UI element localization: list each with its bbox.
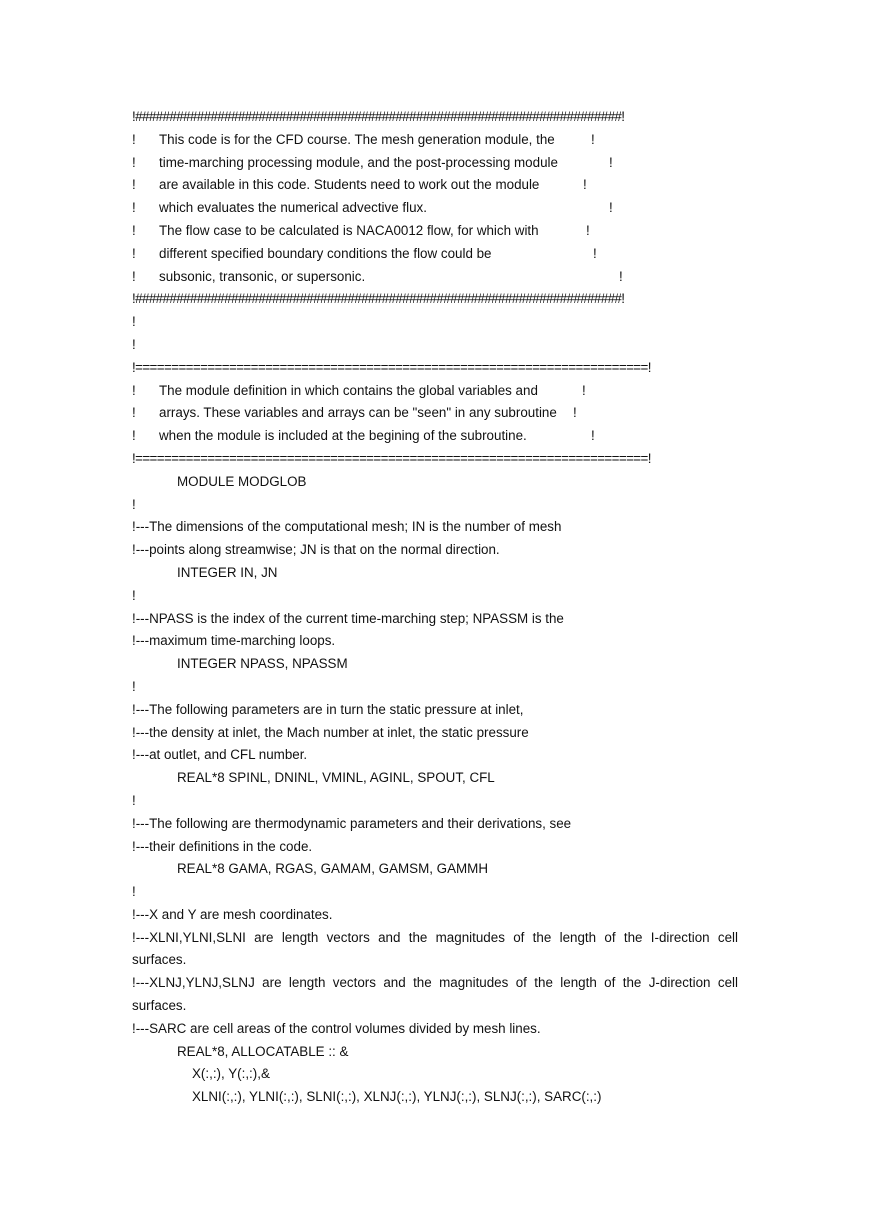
comment-line-justified: !---XLNJ,YLNJ,SLNJ are length vectors and the magnitudes of the length of the J-direction cell xyxy=(132,975,738,991)
comment-end-bang: ! xyxy=(573,405,577,421)
declaration-line: REAL*8, ALLOCATABLE :: & xyxy=(177,1043,349,1059)
declaration-line: INTEGER IN, JN xyxy=(177,564,278,580)
header-comment-text: This code is for the CFD course. The mesh generation module, the xyxy=(159,131,555,147)
comment-line-justified: !---XLNI,YLNI,SLNI are length vectors and the magnitudes of the length of the I-direction cell xyxy=(132,929,738,945)
comment-line: !---their definitions in the code. xyxy=(132,838,313,854)
comment-end-bang: ! xyxy=(586,222,590,238)
declaration-continuation: XLNI(:,:), YLNI(:,:), SLNI(:,:), XLNJ(:,:), YLNJ(:,:), SLNJ(:,:), SARC(:,:) xyxy=(192,1089,602,1105)
module-comment-text: The module definition in which contains the global variables and xyxy=(159,382,538,398)
comment-line-continuation: surfaces. xyxy=(132,998,187,1014)
comment-bang: ! xyxy=(132,382,136,398)
comment-line: !---the density at inlet, the Mach number at inlet, the static pressure xyxy=(132,724,529,740)
module-equals-rule-top: !=======================================================================! xyxy=(132,359,651,375)
blank-comment-line: ! xyxy=(132,884,136,900)
header-comment-text: The flow case to be calculated is NACA0012 flow, for which with xyxy=(159,222,539,238)
comment-end-bang: ! xyxy=(609,154,613,170)
header-comment-line xyxy=(132,243,738,266)
header-comment-text: different specified boundary conditions the flow could be xyxy=(159,245,492,261)
comment-line-continuation: surfaces. xyxy=(132,952,187,968)
code-listing xyxy=(132,106,738,1109)
comment-bang: ! xyxy=(132,177,136,193)
comment-end-bang: ! xyxy=(619,268,623,284)
comment-end-bang: ! xyxy=(591,131,595,147)
comment-bang: ! xyxy=(132,154,136,170)
header-comment-line xyxy=(132,174,738,197)
comment-bang: ! xyxy=(132,131,136,147)
comment-bang: ! xyxy=(132,405,136,421)
comment-line: !---points along streamwise; JN is that on the normal direction. xyxy=(132,542,500,558)
comment-line: !---NPASS is the index of the current time-marching step; NPASSM is the xyxy=(132,610,564,626)
header-comment-line xyxy=(132,129,738,152)
blank-comment-line: ! xyxy=(132,792,136,808)
comment-end-bang: ! xyxy=(593,245,597,261)
declaration-line: REAL*8 SPINL, DNINL, VMINL, AGINL, SPOUT, CFL xyxy=(177,770,495,786)
comment-line: !---maximum time-marching loops. xyxy=(132,633,336,649)
header-comment-line xyxy=(132,220,738,243)
header-comment-text: time-marching processing module, and the post-processing module xyxy=(159,154,558,170)
comment-line: !---The following parameters are in turn the static pressure at inlet, xyxy=(132,701,524,717)
comment-bang: ! xyxy=(132,200,136,216)
comment-line: !---The following are thermodynamic parameters and their derivations, see xyxy=(132,815,572,831)
module-declaration: MODULE MODGLOB xyxy=(177,473,307,489)
comment-end-bang: ! xyxy=(582,382,586,398)
comment-line: !---SARC are cell areas of the control volumes divided by mesh lines. xyxy=(132,1020,541,1036)
header-comment-line xyxy=(132,197,738,220)
comment-bang: ! xyxy=(132,268,136,284)
declaration-line: REAL*8 GAMA, RGAS, GAMAM, GAMSM, GAMMH xyxy=(177,861,489,877)
blank-comment-line: ! xyxy=(132,587,136,603)
module-comment-line xyxy=(132,425,738,448)
blank-comment-line: ! xyxy=(132,314,136,330)
header-comment-text: subsonic, transonic, or supersonic. xyxy=(159,268,366,284)
module-comment-line xyxy=(132,402,738,425)
declaration-line: INTEGER NPASS, NPASSM xyxy=(177,656,348,672)
module-comment-text: arrays. These variables and arrays can be "seen" in any subroutine xyxy=(159,405,557,421)
blank-comment-line: ! xyxy=(132,336,136,352)
comment-end-bang: ! xyxy=(591,428,595,444)
comment-line: !---The dimensions of the computational mesh; IN is the number of mesh xyxy=(132,519,562,535)
comment-bang: ! xyxy=(132,245,136,261)
header-comment-line xyxy=(132,266,738,289)
comment-line: !---X and Y are mesh coordinates. xyxy=(132,906,333,922)
header-hash-rule-bottom: !#######################################################################! xyxy=(132,291,625,307)
module-comment-line xyxy=(132,380,738,403)
module-equals-rule-bottom: !=======================================================================! xyxy=(132,450,651,466)
module-comment-text: when the module is included at the begining of the subroutine. xyxy=(159,428,527,444)
comment-end-bang: ! xyxy=(609,200,613,216)
blank-comment-line: ! xyxy=(132,496,136,512)
header-comment-line xyxy=(132,152,738,175)
blank-comment-line: ! xyxy=(132,678,136,694)
header-comment-text: which evaluates the numerical advective flux. xyxy=(159,200,427,216)
comment-line: !---at outlet, and CFL number. xyxy=(132,747,308,763)
comment-end-bang: ! xyxy=(583,177,587,193)
comment-bang: ! xyxy=(132,428,136,444)
declaration-continuation: X(:,:), Y(:,:),& xyxy=(192,1066,270,1082)
comment-bang: ! xyxy=(132,222,136,238)
header-hash-rule-top: !#######################################################################! xyxy=(132,109,625,124)
header-comment-text: are available in this code. Students need to work out the module xyxy=(159,177,540,193)
